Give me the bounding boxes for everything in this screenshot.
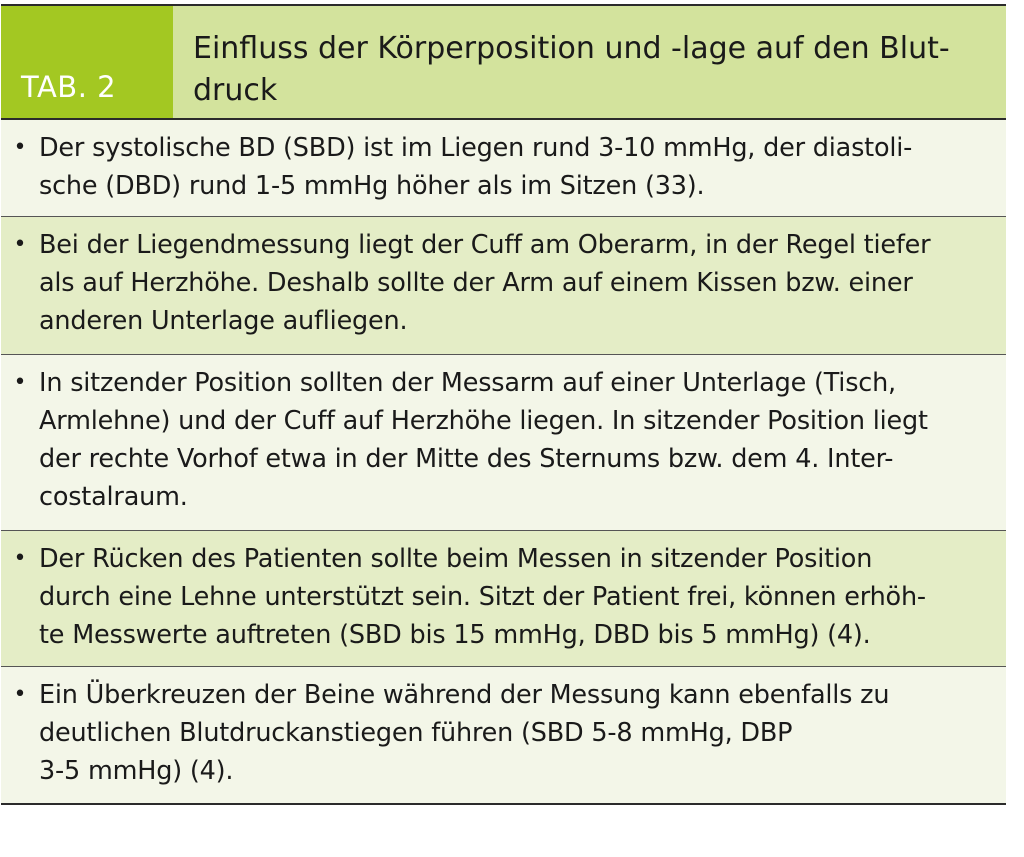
row-text: Ein Überkreuzen der Beine während der Messung kann ebenfalls zu deutlichen Blutdruckanstiegen führen (SBD 5-8 mmHg, DBP 3-5 mmHg) (4). (39, 680, 890, 786)
table-row (1, 667, 1006, 803)
bullet-icon: • (13, 370, 27, 395)
bullet-icon: • (13, 232, 27, 257)
table-number-label: TAB. 2 (1, 6, 173, 118)
table-header (1, 6, 1006, 120)
table-row (1, 531, 1006, 667)
row-text: In sitzender Position sollten der Messarm auf einer Unterlage (Tisch, Armlehne) und der Cuff auf Herzhöhe liegen. In sitzender Position liegt der rechte Vorhof etwa in der Mitte des Sternums bzw. dem 4. Inter- costalraum. (39, 368, 928, 512)
table-row (1, 217, 1006, 355)
row-text: Bei der Liegendmessung liegt der Cuff am Oberarm, in der Regel tiefer als auf Herzhöhe. Deshalb sollte der Arm auf einem Kissen bzw. einer anderen Unterlage aufliegen. (39, 230, 931, 336)
row-text: Der Rücken des Patienten sollte beim Messen in sitzender Position durch eine Lehne unterstützt sein. Sitzt der Patient frei, können erhöh- te Messwerte auftreten (SBD bis 15 mmHg, DBD bis 5 mmHg) (4). (39, 544, 926, 650)
table-title: Einfluss der Körperposition und -lage auf den Blut- druck (193, 31, 950, 108)
bullet-icon: • (13, 135, 27, 160)
bullet-icon: • (13, 682, 27, 707)
info-table (1, 4, 1006, 805)
table-row (1, 355, 1006, 531)
row-text: Der systolische BD (SBD) ist im Liegen rund 3-10 mmHg, der diastoli- sche (DBD) rund 1-5 mmHg höher als im Sitzen (33). (39, 133, 913, 201)
bullet-icon: • (13, 546, 27, 571)
table-row (1, 120, 1006, 217)
